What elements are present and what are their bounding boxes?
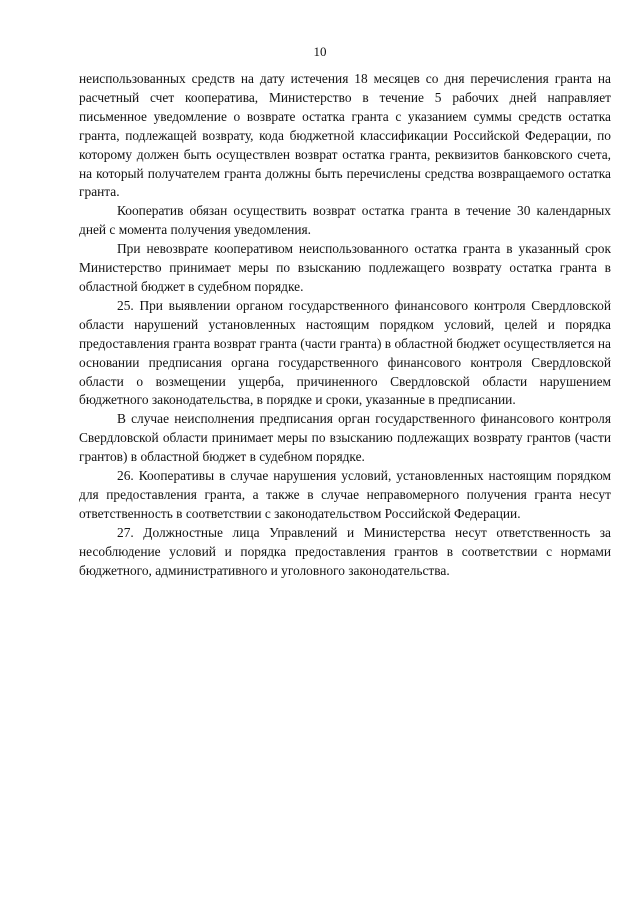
paragraph-continuation: неиспользованных средств на дату истечения 18 месяцев со дня перечисления гранта на расчетный счет кооператива, Министерство в течение 5 рабочих дней направляет письменное уведомление о возврате остатка гранта с указанием суммы средств остатка гранта, подлежащей возврату, кода бюджетной классификации Российской Федерации, по которому должен быть осуществлен возврат остатка гранта, реквизитов банковского счета, на который получателем гранта должны быть перечислены средства возвращаемого остатка гранта. (79, 71, 611, 200)
paragraph-return-deadline: Кооператив обязан осуществить возврат остатка гранта в течение 30 календарных дней с момента получения уведомления. (79, 203, 611, 238)
paragraph-clause-26: 26. Кооперативы в случае нарушения условий, установленных настоящим порядком для предоставления гранта, а также в случае неправомерного получения гранта несут ответственность в соответствии с законодательством Российской Федерации. (79, 468, 611, 521)
paragraph-clause-25: 25. При выявлении органом государственного финансового контроля Свердловской области нарушений установленных настоящим порядком условий, целей и порядка предоставления гранта возврат гранта (части гранта) в областной бюджет осуществляется на основании предписания органа государственного финансового контроля Свердловской области о возмещении ущерба, причиненного Свердловской области нарушением бюджетного законодательства, в порядке и сроки, указанные в предписании. (79, 297, 611, 408)
paragraph-clause-27: 27. Должностные лица Управлений и Министерства несут ответственность за несоблюдение условий и порядка предоставления грантов в соответствии с нормами бюджетного, административного и уголовного законодательства. (79, 524, 611, 578)
document-body (79, 70, 611, 580)
paragraph-non-return: При невозврате кооперативом неиспользованного остатка гранта в указанный срок Министерство принимает меры по взысканию подлежащего возврату остатка гранта в областной бюджет в судебном порядке. (79, 241, 611, 294)
paragraph-non-compliance: В случае неисполнения предписания орган государственного финансового контроля Свердловской области принимает меры по взысканию подлежащих возврату грантов (части грантов) в областной бюджет в судебном порядке. (79, 411, 611, 465)
page-number: 10 (313, 44, 327, 59)
